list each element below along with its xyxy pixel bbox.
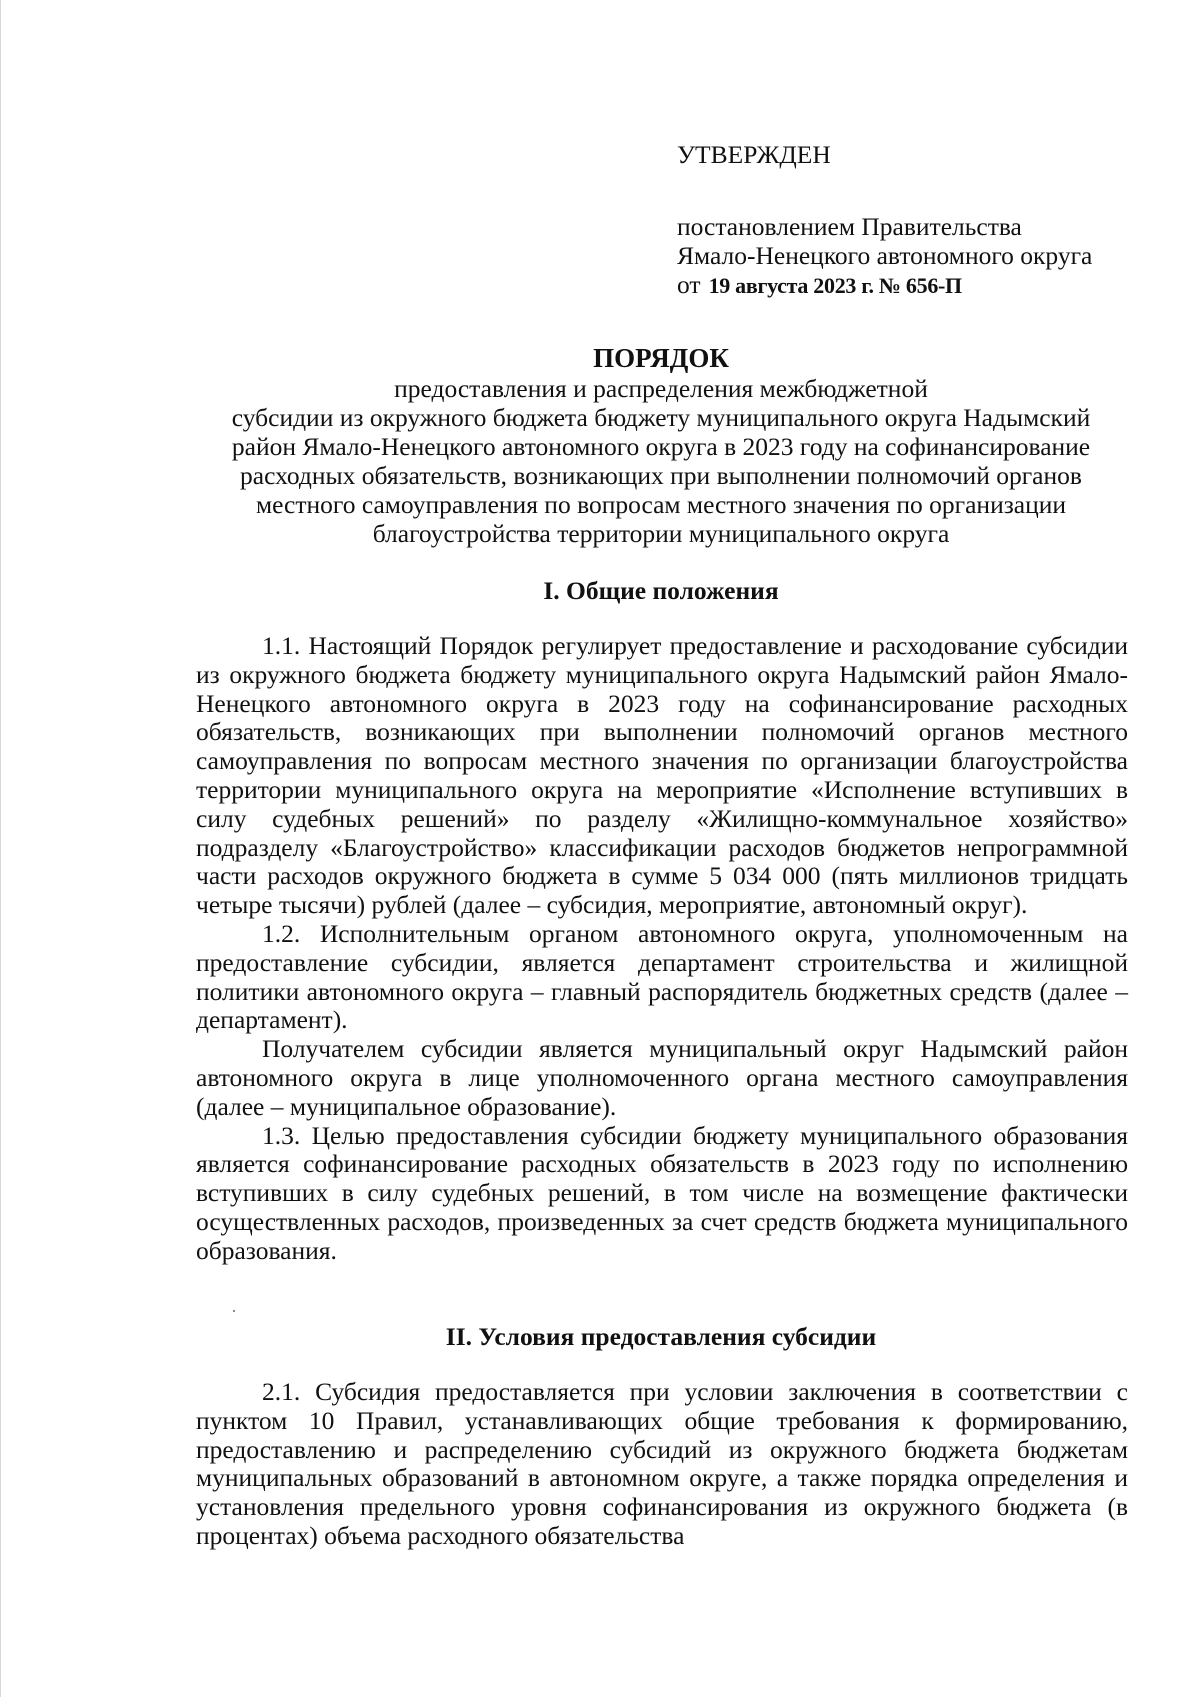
section-1-heading: I. Общие положения bbox=[543, 576, 779, 605]
subtitle-line-1: предоставления и распределения межбюджетной bbox=[394, 374, 928, 403]
scan-artifact bbox=[233, 1310, 235, 1312]
paragraph-2-1: 2.1. Субсидия предоставляется при условии заключения в соответствии с пунктом 10 Правил, устанавливающих общие требования к формированию, предоставлению и распределению субсидий из окружного бюджета бюджетам муниципальных образований в автономном округе, а также порядка определения и установления предельного уровня софинансирования из окружного бюджета (в процентах) объема расходного обязательства bbox=[196, 1377, 1128, 1550]
decree-reference bbox=[677, 270, 1157, 300]
subtitle-line-3: район Ямало-Ненецкого автономного округа в 2023 году на софинансирование bbox=[231, 432, 1091, 461]
document-title-block bbox=[151, 344, 1171, 548]
decree-number: 19 августа 2023 г. № 656-П bbox=[708, 273, 962, 298]
approval-line-1: постановлением Правительства bbox=[677, 212, 1022, 241]
paragraph-recipient: Получателем субсидии является муниципальный округ Надымский район автономного округа в лице уполномоченного органа местного самоуправления (далее – муниципальное образование). bbox=[196, 1034, 1128, 1121]
document-title: ПОРЯДОК bbox=[593, 343, 729, 373]
decree-prefix: от bbox=[677, 270, 701, 299]
paragraph-1-2: 1.2. Исполнительным органом автономного округа, уполномоченным на предоставление субсидии, является департамент строительства и жилищной политики автономного округа – главный распорядитель бюджетных средств (далее – департамент). bbox=[196, 918, 1128, 1035]
subtitle-line-6: благоустройства территории муниципального округа bbox=[372, 519, 950, 548]
paragraph-1-1: 1.1. Настоящий Порядок регулирует предоставление и расходование субсидии из окружного бюджета бюджету муниципального округа Надымский район Ямало-Ненецкого автономного округа в 2023 году на софинансирование расходных обязательств, возникающих при выполнении полномочий органов местного самоуправления по вопросам местного значения по организации благоустройства территории муниципального округа на мероприятие «Исполнение вступивших в силу судебных решений» по разделу «Жилищно-коммунальное хозяйство» подразделу «Благоустройство» классификации расходов бюджетов непрограммной части расходов окружного бюджета в сумме 5 034 000 (пять миллионов тридцать четыре тысячи) рублей (далее – субсидия, мероприятие, автономный округ). bbox=[196, 631, 1128, 920]
section-2-body bbox=[196, 1378, 1128, 1551]
approval-line-2: Ямало-Ненецкого автономного округа bbox=[677, 241, 1093, 270]
subtitle-line-5: местного самоуправления по вопросам местного значения по организации bbox=[255, 490, 1067, 519]
subtitle-line-2: субсидии из окружного бюджета бюджету муниципального округа Надымский bbox=[231, 403, 1091, 432]
section-2-heading: II. Условия предоставления субсидии bbox=[445, 1322, 877, 1351]
approval-stamp-block bbox=[677, 140, 1157, 300]
subtitle-line-4: расходных обязательств, возникающих при выполнении полномочий органов bbox=[240, 461, 1082, 490]
section-1-body bbox=[196, 632, 1128, 1266]
approved-label: УТВЕРЖДЕН bbox=[677, 140, 831, 169]
paragraph-1-3: 1.3. Целью предоставления субсидии бюджету муниципального образования является софинансирование расходных обязательств в 2023 году по исполнению вступивших в силу судебных решений, в том числе на возмещение фактически осуществленных расходов, произведенных за счет средств бюджета муниципального образования. bbox=[196, 1120, 1128, 1265]
